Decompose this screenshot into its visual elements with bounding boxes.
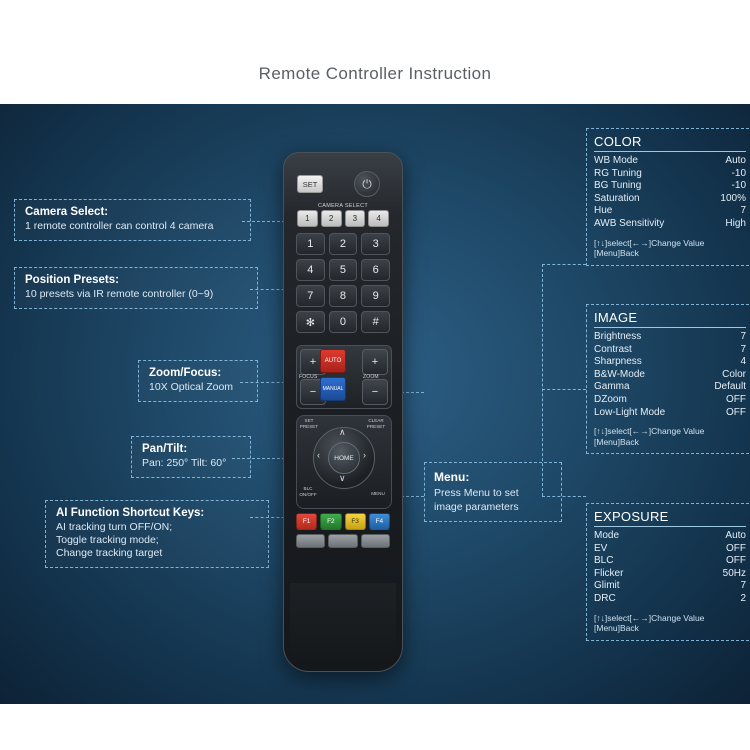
connector-to-image — [542, 389, 586, 390]
callout-line: Change tracking target — [56, 547, 163, 559]
diagram-stage — [0, 104, 750, 704]
panel-hint-line: [Menu]Back — [594, 623, 639, 634]
row-value: 4 — [740, 356, 746, 368]
row-value: OFF — [726, 393, 746, 405]
callout-line: image parameters — [434, 500, 519, 513]
key-7[interactable]: 7 — [296, 285, 325, 307]
panel-row — [594, 580, 746, 593]
camera-select-button-1[interactable]: 1 — [297, 210, 318, 227]
row-value: 100% — [720, 192, 746, 204]
key-0[interactable]: 0 — [329, 311, 358, 333]
zoom-label: ZOOM — [363, 374, 379, 380]
camera-select-button-3[interactable]: 3 — [345, 210, 366, 227]
zoom-minus-button[interactable]: − — [362, 379, 388, 405]
function-key-f3[interactable]: F3 — [345, 513, 366, 530]
row-key: DRC — [594, 592, 616, 604]
row-value: 7 — [740, 205, 746, 217]
panel-title: COLOR — [594, 134, 746, 152]
row-key: Brightness — [594, 331, 642, 342]
grey-button-3[interactable] — [361, 534, 390, 548]
row-key: AWB Sensitivity — [594, 217, 665, 229]
grey-button-1[interactable] — [296, 534, 325, 548]
callout-line: AI tracking turn OFF/ON; — [56, 521, 173, 533]
callout-line: 10 presets via IR remote controller (0~9) — [25, 288, 214, 300]
callout-zoom-focus — [138, 360, 258, 402]
auto-button[interactable]: AUTO — [320, 349, 346, 373]
panel-row — [594, 155, 746, 168]
row-key: Sharpness — [594, 356, 642, 368]
callout-line: 10X Optical Zoom — [149, 381, 234, 393]
row-value: 2 — [740, 592, 746, 604]
row-value: OFF — [726, 406, 746, 418]
callout-pan-tilt — [131, 436, 251, 478]
function-key-f1[interactable]: F1 — [296, 513, 317, 530]
panel-row — [594, 331, 746, 344]
connector-to-color — [542, 264, 586, 265]
row-key: RG Tuning — [594, 167, 642, 179]
numeric-keypad — [296, 233, 390, 333]
camera-select-button-2[interactable]: 2 — [321, 210, 342, 227]
key-star[interactable]: ✻ — [296, 311, 325, 333]
callout-title: Menu: — [434, 470, 470, 484]
panel-hint-line: [↑↓]select[←→]Change Value — [594, 237, 705, 248]
arrow-left-icon[interactable]: ‹ — [317, 450, 320, 460]
blc-onoff-label: BLC ON/OFF — [299, 486, 317, 497]
row-key: BG Tuning — [594, 180, 642, 192]
row-key: EV — [594, 542, 608, 554]
key-3[interactable]: 3 — [361, 233, 390, 255]
row-key: Low-Light Mode — [594, 406, 666, 418]
panel-title: EXPOSURE — [594, 509, 746, 527]
callout-line: Toggle tracking mode; — [56, 534, 159, 546]
key-2[interactable]: 2 — [329, 233, 358, 255]
row-value: Auto — [725, 530, 746, 541]
row-key: B&W-Mode — [594, 368, 645, 380]
row-key: Saturation — [594, 192, 640, 204]
remote-base — [290, 583, 396, 663]
page-footer — [0, 704, 750, 750]
callout-position-presets — [14, 267, 258, 309]
row-key: Contrast — [594, 343, 632, 355]
panel-color — [586, 128, 750, 266]
panel-row — [594, 593, 746, 606]
function-key-f4[interactable]: F4 — [369, 513, 390, 530]
panel-row — [594, 530, 746, 543]
panel-hint — [594, 238, 746, 259]
clear-preset-label: CLEAR PRESET — [366, 418, 386, 429]
callout-title: Zoom/Focus: — [149, 367, 222, 379]
arrow-right-icon[interactable]: › — [363, 450, 366, 460]
power-button[interactable] — [354, 171, 380, 197]
zoom-plus-button[interactable]: + — [362, 349, 388, 375]
key-9[interactable]: 9 — [361, 285, 390, 307]
row-value: Color — [722, 368, 746, 380]
arrow-up-icon[interactable]: ∧ — [339, 427, 346, 437]
page-header — [0, 0, 750, 104]
row-key: BLC — [594, 555, 614, 567]
key-8[interactable]: 8 — [329, 285, 358, 307]
row-value: OFF — [726, 555, 746, 567]
callout-ai-function-shortcut-keys — [45, 500, 269, 568]
camera-select-button-4[interactable]: 4 — [368, 210, 389, 227]
callout-title: AI Function Shortcut Keys: — [56, 507, 205, 519]
panel-title: IMAGE — [594, 310, 746, 328]
panel-hint — [594, 613, 746, 634]
key-6[interactable]: 6 — [361, 259, 390, 281]
panel-hint-line: [↑↓]select[←→]Change Value — [594, 612, 705, 623]
camera-select-label: CAMERA SELECT — [317, 203, 369, 209]
panel-row — [594, 381, 746, 394]
row-value: 7 — [740, 343, 746, 355]
row-key: Mode — [594, 530, 620, 541]
row-value: Default — [714, 381, 746, 393]
key-5[interactable]: 5 — [329, 259, 358, 281]
function-key-row — [296, 513, 390, 530]
panel-hint — [594, 426, 746, 447]
panel-row — [594, 205, 746, 218]
panel-hint-line: [Menu]Back — [594, 248, 639, 259]
row-key: Flicker — [594, 567, 624, 579]
panel-row — [594, 543, 746, 556]
grey-button-row — [296, 534, 390, 548]
key-hash[interactable]: # — [361, 311, 390, 333]
callout-line: Press Menu to set — [434, 487, 519, 499]
panel-row — [594, 344, 746, 357]
row-key: DZoom — [594, 393, 627, 405]
row-key: Glimit — [594, 580, 620, 592]
focus-label: FOCUS — [299, 374, 318, 380]
arrow-down-icon[interactable]: ∨ — [339, 473, 346, 483]
row-key: Hue — [594, 205, 613, 217]
row-value: OFF — [726, 542, 746, 554]
key-4[interactable]: 4 — [296, 259, 325, 281]
panel-row — [594, 356, 746, 369]
set-button[interactable]: SET — [297, 175, 323, 193]
row-value: 7 — [740, 580, 746, 592]
menu-label: MENU — [371, 491, 385, 496]
grey-button-2[interactable] — [328, 534, 357, 548]
panel-row — [594, 168, 746, 181]
panel-row — [594, 407, 746, 420]
page-title: Remote Controller Instruction — [258, 64, 492, 83]
set-preset-label: SET PRESET — [299, 418, 319, 429]
row-key: Gamma — [594, 381, 630, 393]
remote-controller — [283, 152, 403, 672]
focus-plus-button[interactable]: + — [300, 349, 326, 375]
panel-hint-line: [Menu]Back — [594, 436, 639, 447]
callout-line: 1 remote controller can control 4 camera — [25, 220, 214, 232]
row-value: -10 — [731, 180, 746, 192]
power-icon: ⏻ — [362, 177, 372, 191]
panel-image — [586, 304, 750, 454]
key-1[interactable]: 1 — [296, 233, 325, 255]
row-key: WB Mode — [594, 155, 638, 166]
panel-row — [594, 218, 746, 231]
row-value: -10 — [731, 167, 746, 179]
home-button[interactable]: HOME — [328, 442, 360, 474]
panel-row — [594, 568, 746, 581]
callout-title: Camera Select: — [25, 206, 109, 218]
callout-menu — [424, 462, 562, 522]
callout-title: Position Presets: — [25, 274, 119, 286]
manual-button[interactable]: MANUAL — [320, 377, 346, 401]
camera-select-row — [297, 210, 389, 227]
row-value: Auto — [725, 155, 746, 166]
panel-row — [594, 369, 746, 382]
panel-row — [594, 555, 746, 568]
row-value: 50Hz — [722, 567, 746, 579]
callout-title: Pan/Tilt: — [142, 443, 188, 455]
panel-row — [594, 180, 746, 193]
focus-minus-button[interactable]: − — [300, 379, 326, 405]
panel-hint-line: [↑↓]select[←→]Change Value — [594, 426, 705, 437]
function-key-f2[interactable]: F2 — [320, 513, 341, 530]
panel-row — [594, 193, 746, 206]
panel-exposure — [586, 503, 750, 641]
panel-row — [594, 394, 746, 407]
callout-line: Pan: 250° Tilt: 60° — [142, 457, 227, 469]
row-value: High — [725, 217, 746, 229]
callout-camera-select — [14, 199, 251, 241]
row-value: 7 — [740, 331, 746, 342]
